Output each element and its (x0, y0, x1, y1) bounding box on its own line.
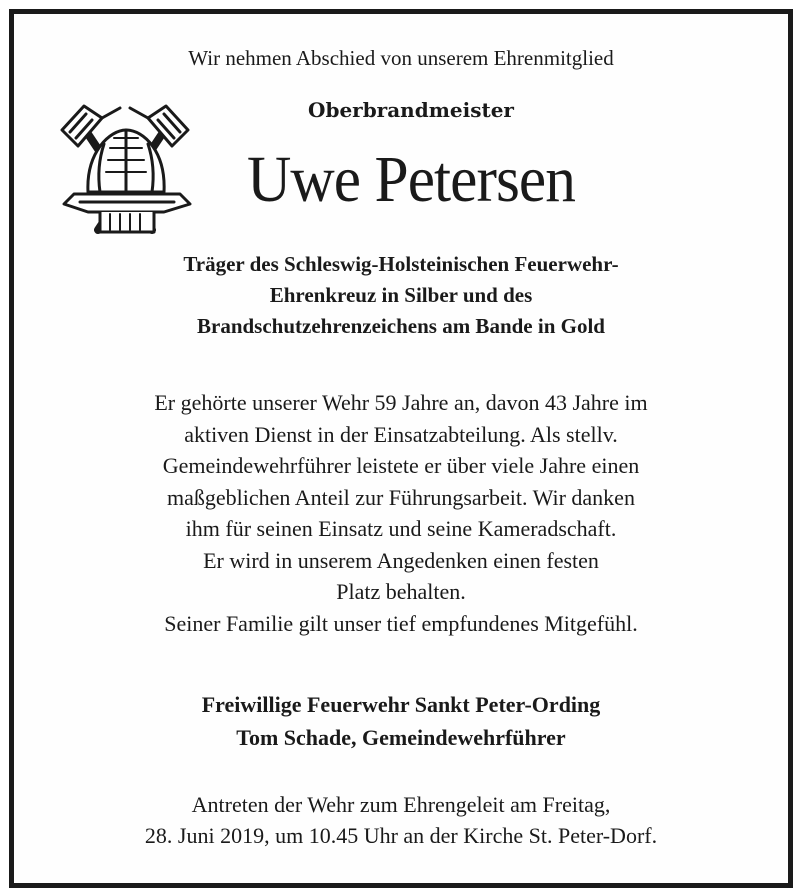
rank-title: Oberbrandmeister (308, 98, 514, 122)
intro-text: Wir nehmen Abschied von unserem Ehrenmitglied (188, 46, 614, 70)
obituary-frame (9, 9, 793, 888)
body-line: Er wird in unserem Angedenken einen festen (203, 547, 599, 573)
honors-line: Träger des Schleswig-Holsteinischen Feuerwehr- (183, 252, 619, 276)
body-line: aktiven Dienst in der Einsatzabteilung. Als stellv. (184, 421, 618, 447)
body-line: ihm für seinen Einsatz und seine Kameradschaft. (185, 516, 617, 541)
body-line: maßgeblichen Anteil zur Führungsarbeit. Wir danken (167, 484, 635, 510)
body-line: Platz behalten. (336, 579, 466, 604)
body-line: Er gehörte unserer Wehr 59 Jahre an, davon 43 Jahre im (154, 390, 648, 415)
signature-organization: Freiwillige Feuerwehr Sankt Peter-Ording (201, 692, 601, 717)
signature-block (14, 688, 788, 754)
funeral-notice (14, 789, 788, 851)
body-line: Gemeindewehrführer leistete er über viele Jahre einen (162, 453, 640, 478)
body-block (14, 387, 788, 639)
deceased-name: Uwe Petersen (246, 143, 576, 216)
notice-line: Antreten der Wehr zum Ehrengeleit am Freitag, (191, 792, 611, 817)
honors-block (14, 249, 788, 342)
notice-line: 28. Juni 2019, um 10.45 Uhr an der Kirche St. Peter-Dorf. (144, 823, 658, 848)
honors-line: Brandschutzehrenzeichens am Bande in Gold (197, 314, 605, 338)
honors-line: Ehrenkreuz in Silber und des (269, 283, 533, 307)
body-line: Seiner Familie gilt unser tief empfundenes Mitgefühl. (164, 610, 638, 636)
signature-person: Tom Schade, Gemeindewehrführer (236, 725, 566, 750)
